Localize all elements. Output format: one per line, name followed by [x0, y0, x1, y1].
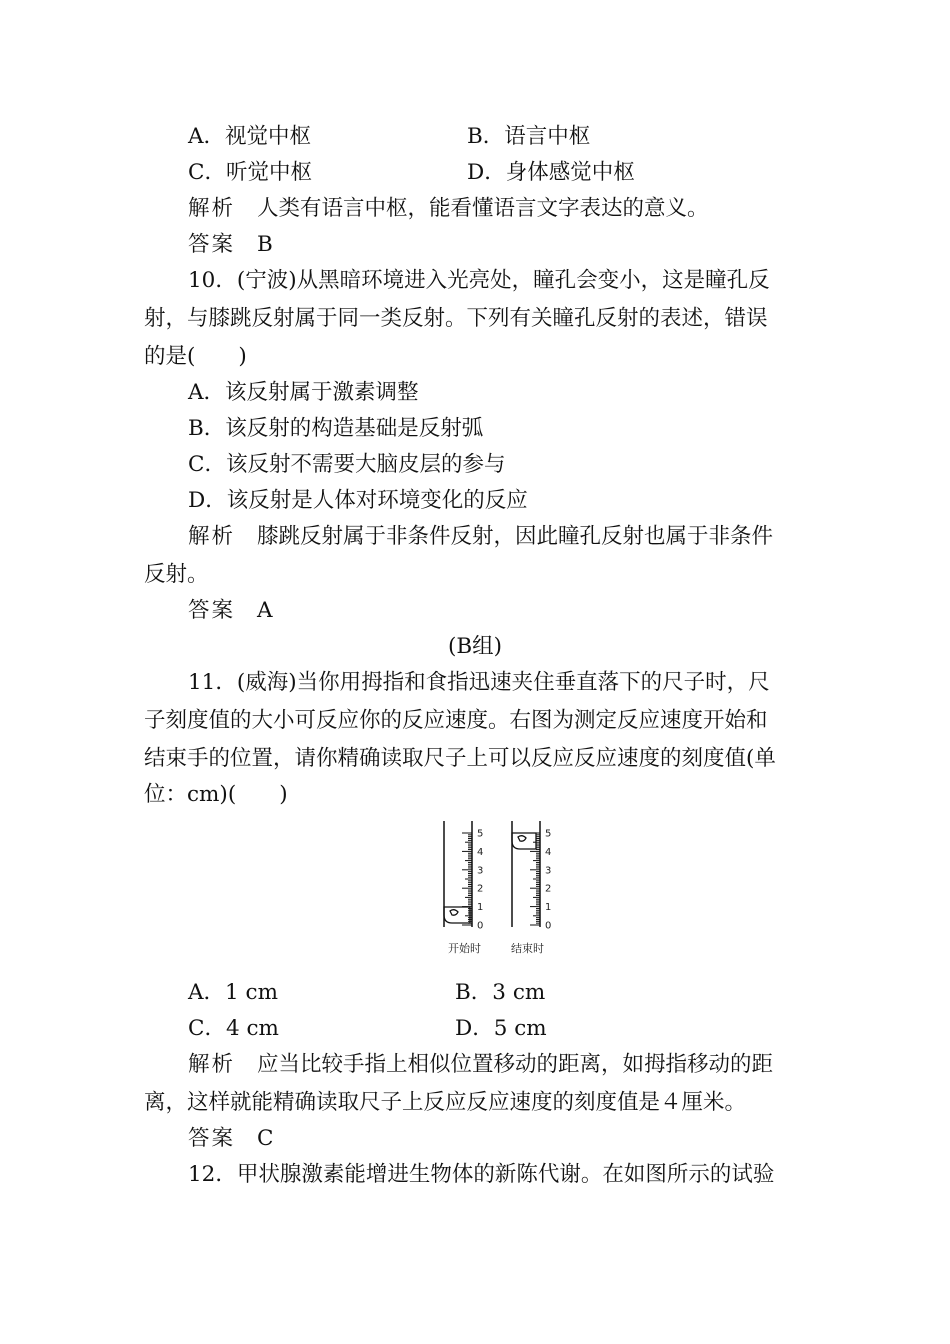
q11-option-b: B．3 cm: [455, 980, 546, 1005]
q11-stem-line-1: 11．(威海)当你用拇指和食指迅速夹住垂直落下的尺子时，尺: [188, 670, 770, 695]
q11-option-d: D．5 cm: [455, 1016, 547, 1041]
q9-option-a: A．视觉中枢: [188, 124, 312, 149]
q9-answer: [188, 230, 273, 260]
q11-stem-line-4: 位：cm)( ): [144, 782, 288, 807]
answer-value: B: [257, 232, 273, 257]
answer-label: 答案: [188, 598, 236, 623]
q10-option-d: D．该反射是人体对环境变化的反应: [188, 488, 528, 513]
q11-analysis-line-1: [188, 1050, 773, 1080]
q10-stem-line-2: 射，与膝跳反射属于同一类反射。下列有关瞳孔反射的表述，错误: [144, 306, 768, 331]
q10-option-b: B．该反射的构造基础是反射弧: [188, 416, 484, 441]
q11-analysis-line-2: 离，这样就能精确读取尺子上反应反应速度的刻度值是４厘米。: [144, 1090, 747, 1115]
q10-analysis-line-1: [188, 522, 773, 552]
ruler-end: [511, 821, 551, 955]
q12-stem-line-1: 12．甲状腺激素能增进生物体的新陈代谢。在如图所示的试验: [188, 1162, 775, 1187]
q11-option-a: A．1 cm: [188, 980, 278, 1005]
hand-start: [444, 907, 470, 923]
ruler-end-tick-label: 2: [545, 883, 552, 895]
ruler-end-tick-label: 3: [545, 865, 552, 877]
q9-option-b: B．语言中枢: [467, 124, 591, 149]
q9-option-c: C．听觉中枢: [188, 160, 312, 185]
analysis-label: 解析: [188, 1052, 236, 1077]
group-heading: (B组): [447, 634, 503, 659]
q9-option-d: D．身体感觉中枢: [467, 160, 635, 185]
caption-end: 结束时: [511, 942, 544, 955]
ruler-figure: [430, 815, 570, 960]
answer-label: 答案: [188, 1126, 236, 1151]
ruler-end-tick-label: 1: [545, 902, 552, 914]
analysis-label: 解析: [188, 196, 236, 221]
analysis-text: 膝跳反射属于非条件反射，因此瞳孔反射也属于非条件: [257, 524, 774, 549]
answer-value: C: [257, 1126, 274, 1151]
q10-analysis-line-2: 反射。: [144, 562, 209, 587]
analysis-label: 解析: [188, 524, 236, 549]
ruler-start-tick-label: 3: [477, 865, 484, 877]
q11-option-c: C．4 cm: [188, 1016, 279, 1041]
ruler-start: [444, 821, 483, 955]
q11-stem-line-3: 结束手的位置，请你精确读取尺子上可以反应反应速度的刻度值(单: [144, 746, 776, 771]
analysis-text: 应当比较手指上相似位置移动的距离，如拇指移动的距: [257, 1052, 774, 1077]
caption-start: 开始时: [448, 942, 481, 955]
ruler-end-tick-label: 0: [545, 920, 552, 932]
ruler-end-tick-label: 5: [545, 828, 552, 840]
answer-value: A: [257, 598, 273, 623]
q10-stem-line-1: 10．(宁波)从黑暗环境进入光亮处，瞳孔会变小，这是瞳孔反: [188, 268, 770, 293]
ruler-start-tick-label: 4: [477, 846, 484, 858]
hand-end: [512, 833, 536, 849]
ruler-start-tick-label: 1: [477, 902, 484, 914]
ruler-start-tick-label: 0: [477, 920, 484, 932]
ruler-start-tick-label: 2: [477, 883, 484, 895]
ruler-diagram: [430, 815, 570, 960]
q10-stem-line-3: 的是( ): [144, 344, 247, 369]
q9-analysis: [188, 194, 709, 224]
q10-option-c: C．该反射不需要大脑皮层的参与: [188, 452, 506, 477]
answer-label: 答案: [188, 232, 236, 257]
analysis-text: 人类有语言中枢，能看懂语言文字表达的意义。: [257, 196, 709, 221]
q10-option-a: A．该反射属于激素调整: [188, 380, 419, 405]
ruler-end-tick-label: 4: [545, 846, 552, 858]
ruler-start-tick-label: 5: [477, 828, 484, 840]
q11-answer: [188, 1124, 273, 1154]
q10-answer: [188, 596, 273, 626]
q11-stem-line-2: 子刻度值的大小可反应你的反应速度。右图为测定反应速度开始和: [144, 708, 768, 733]
